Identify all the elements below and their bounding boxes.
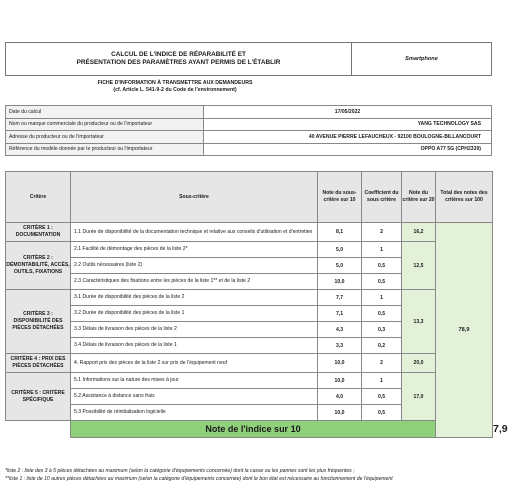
table-row (6, 354, 493, 373)
sub-criterion-coef: 0,3 (362, 322, 402, 338)
info-value: 40 AVENUE PIERRE LEFAUCHEUX - 92100 BOULOGNE-BILLANCOURT (204, 131, 492, 144)
criterion-2-note: 12,5 (402, 242, 436, 290)
info-value: 17/05/2022 (204, 106, 492, 119)
sub-criterion-label: 4. Rapport prix des pièces de la liste 2 sur prix de l'équipement neuf (71, 354, 318, 373)
info-row (6, 118, 492, 131)
sub-criterion-coef: 2 (362, 223, 402, 242)
header-box (5, 42, 492, 76)
sub-criterion-note: 10,0 (318, 354, 362, 373)
document-title (6, 43, 352, 75)
footnotes (5, 467, 492, 483)
sub-criterion-label: 5.2 Assistance à distance sans frais (71, 389, 318, 405)
info-label: Adresse du producteur ou de l'importateur (6, 131, 204, 144)
subtitle (5, 80, 345, 94)
table-row (6, 290, 493, 306)
header-total: Total des notes des critères sur 100 (436, 172, 493, 223)
info-row (6, 143, 492, 156)
subtitle-line-1: FICHE D'INFORMATION À TRANSMETTRE AUX DEMANDEURS (97, 80, 253, 86)
sub-criterion-label: 3.3 Délais de livraison des pièces de la liste 2 (71, 322, 318, 338)
sub-criterion-label: 5.1 Informations sur la nature des mises à jour (71, 373, 318, 389)
sub-criterion-coef: 0,5 (362, 389, 402, 405)
sub-criterion-coef: 1 (362, 242, 402, 258)
sub-criterion-note: 10,0 (318, 373, 362, 389)
sub-criterion-coef: 1 (362, 373, 402, 389)
total-score: 78,9 (436, 223, 493, 438)
criterion-4-note: 20,0 (402, 354, 436, 373)
criterion-3-name: CRITÈRE 3 : DISPONIBILITÉ DES PIÈCES DÉTACHÉES (6, 290, 71, 354)
product-type: Smartphone (405, 56, 438, 62)
sub-criterion-label: 3.2 Durée de disponibilité des pièces de la liste 1 (71, 306, 318, 322)
table-row (6, 373, 493, 389)
info-value: OPPO A77 5G (CPH2339) (204, 143, 492, 156)
title-line-2: PRÉSENTATION DES PARAMÈTRES AYANT PERMIS DE L'ÉTABLIR (76, 59, 281, 66)
sub-criterion-label: 2.2 Outils nécessaires (liste 2) (71, 258, 318, 274)
sub-criterion-coef: 0,5 (362, 258, 402, 274)
score-table (5, 171, 508, 438)
sub-criterion-coef: 0,2 (362, 338, 402, 354)
sub-criterion-note: 5,0 (318, 258, 362, 274)
info-row (6, 106, 492, 119)
info-label: Nom ou marque commerciale du producteur ou de l'importateur (6, 118, 204, 131)
footnote-2: **liste 1 : liste de 10 autres pièces détachées au maximum (selon la catégorie d'équipements concernée) dont le bon état est nécessaire au fonctionnement de l'équipement (5, 476, 393, 482)
sub-criterion-label: 3.1 Durée de disponibilité des pièces de la liste 2 (71, 290, 318, 306)
table-row (6, 242, 493, 258)
header-note-sous-critere: Note du sous-critère sur 10 (318, 172, 362, 223)
title-line-1: CALCUL DE L'INDICE DE RÉPARABILITÉ ET (111, 51, 246, 58)
sub-criterion-note: 7,7 (318, 290, 362, 306)
sub-criterion-note: 10,0 (318, 274, 362, 290)
sub-criterion-label: 2.3 Caractéristiques des fixations entre les pièces de la liste 1** et de la liste 2 (71, 274, 318, 290)
final-score-label: Note de l'indice sur 10 (71, 421, 436, 438)
sub-criterion-coef: 1 (362, 290, 402, 306)
sub-criterion-label: 1.1 Durée de disponibilité de la documentation technique et relative aux conseils d'utilisation et d'entretien (71, 223, 318, 242)
criterion-5-note: 17,0 (402, 373, 436, 421)
info-label: Référence du modèle donnée par le producteur ou l'importateur (6, 143, 204, 156)
sub-criterion-coef: 0,5 (362, 306, 402, 322)
table-row (6, 223, 493, 242)
sub-criterion-note: 7,1 (318, 306, 362, 322)
info-table (5, 105, 492, 156)
blank-cell (6, 421, 71, 438)
header-sous-critere: Sous-critère (71, 172, 318, 223)
sub-criterion-coef: 0,5 (362, 405, 402, 421)
criterion-1-name: CRITÈRE 1 : DOCUMENTATION (6, 223, 71, 242)
sub-criterion-coef: 0,5 (362, 274, 402, 290)
table-header-row (6, 172, 493, 223)
sub-criterion-note: 4,0 (318, 389, 362, 405)
sub-criterion-coef: 2 (362, 354, 402, 373)
sub-criterion-note: 10,0 (318, 405, 362, 421)
criterion-5-name: CRITÈRE 5 : CRITÈRE SPÉCIFIQUE (6, 373, 71, 421)
header-note-critere: Note du critère sur 20 (402, 172, 436, 223)
sub-criterion-note: 3,3 (318, 338, 362, 354)
final-score-row: Note de l'indice sur 10 7,9 (6, 421, 493, 438)
sub-criterion-label: 2.1 Facilité de démontage des pièces de la liste 2* (71, 242, 318, 258)
info-row (6, 131, 492, 144)
criterion-1-note: 16,2 (402, 223, 436, 242)
sub-criterion-label: 5.3 Possibilité de réinitialisation logicielle (71, 405, 318, 421)
header-critere: Critère (6, 172, 71, 223)
header-coefficient: Coefficient du sous critère (362, 172, 402, 223)
sub-criterion-note: 4,3 (318, 322, 362, 338)
criterion-4-name: CRITÈRE 4 : PRIX DES PIÈCES DÉTACHÉES (6, 354, 71, 373)
info-label: Date du calcul (6, 106, 204, 119)
sub-criterion-note: 8,1 (318, 223, 362, 242)
sub-criterion-note: 5,0 (318, 242, 362, 258)
subtitle-line-2: (cf. Article L. 541-9-2 du Code de l'environnement) (113, 87, 237, 93)
criterion-2-name: CRITÈRE 2 : DÉMONTABILITÉ, ACCÈS, OUTILS, FIXATIONS (6, 242, 71, 290)
sub-criterion-label: 3.4 Délais de livraison des pièces de la liste 1 (71, 338, 318, 354)
criterion-3-note: 13,3 (402, 290, 436, 354)
footnote-1: *liste 2 : liste des 3 à 5 pièces détachées au maximum (selon la catégorie d'équipements concernée) dont la casse ou les pannes sont les plus fréquentes ; (5, 468, 355, 474)
info-value: YANG TECHNOLOGY SAS (204, 118, 492, 131)
